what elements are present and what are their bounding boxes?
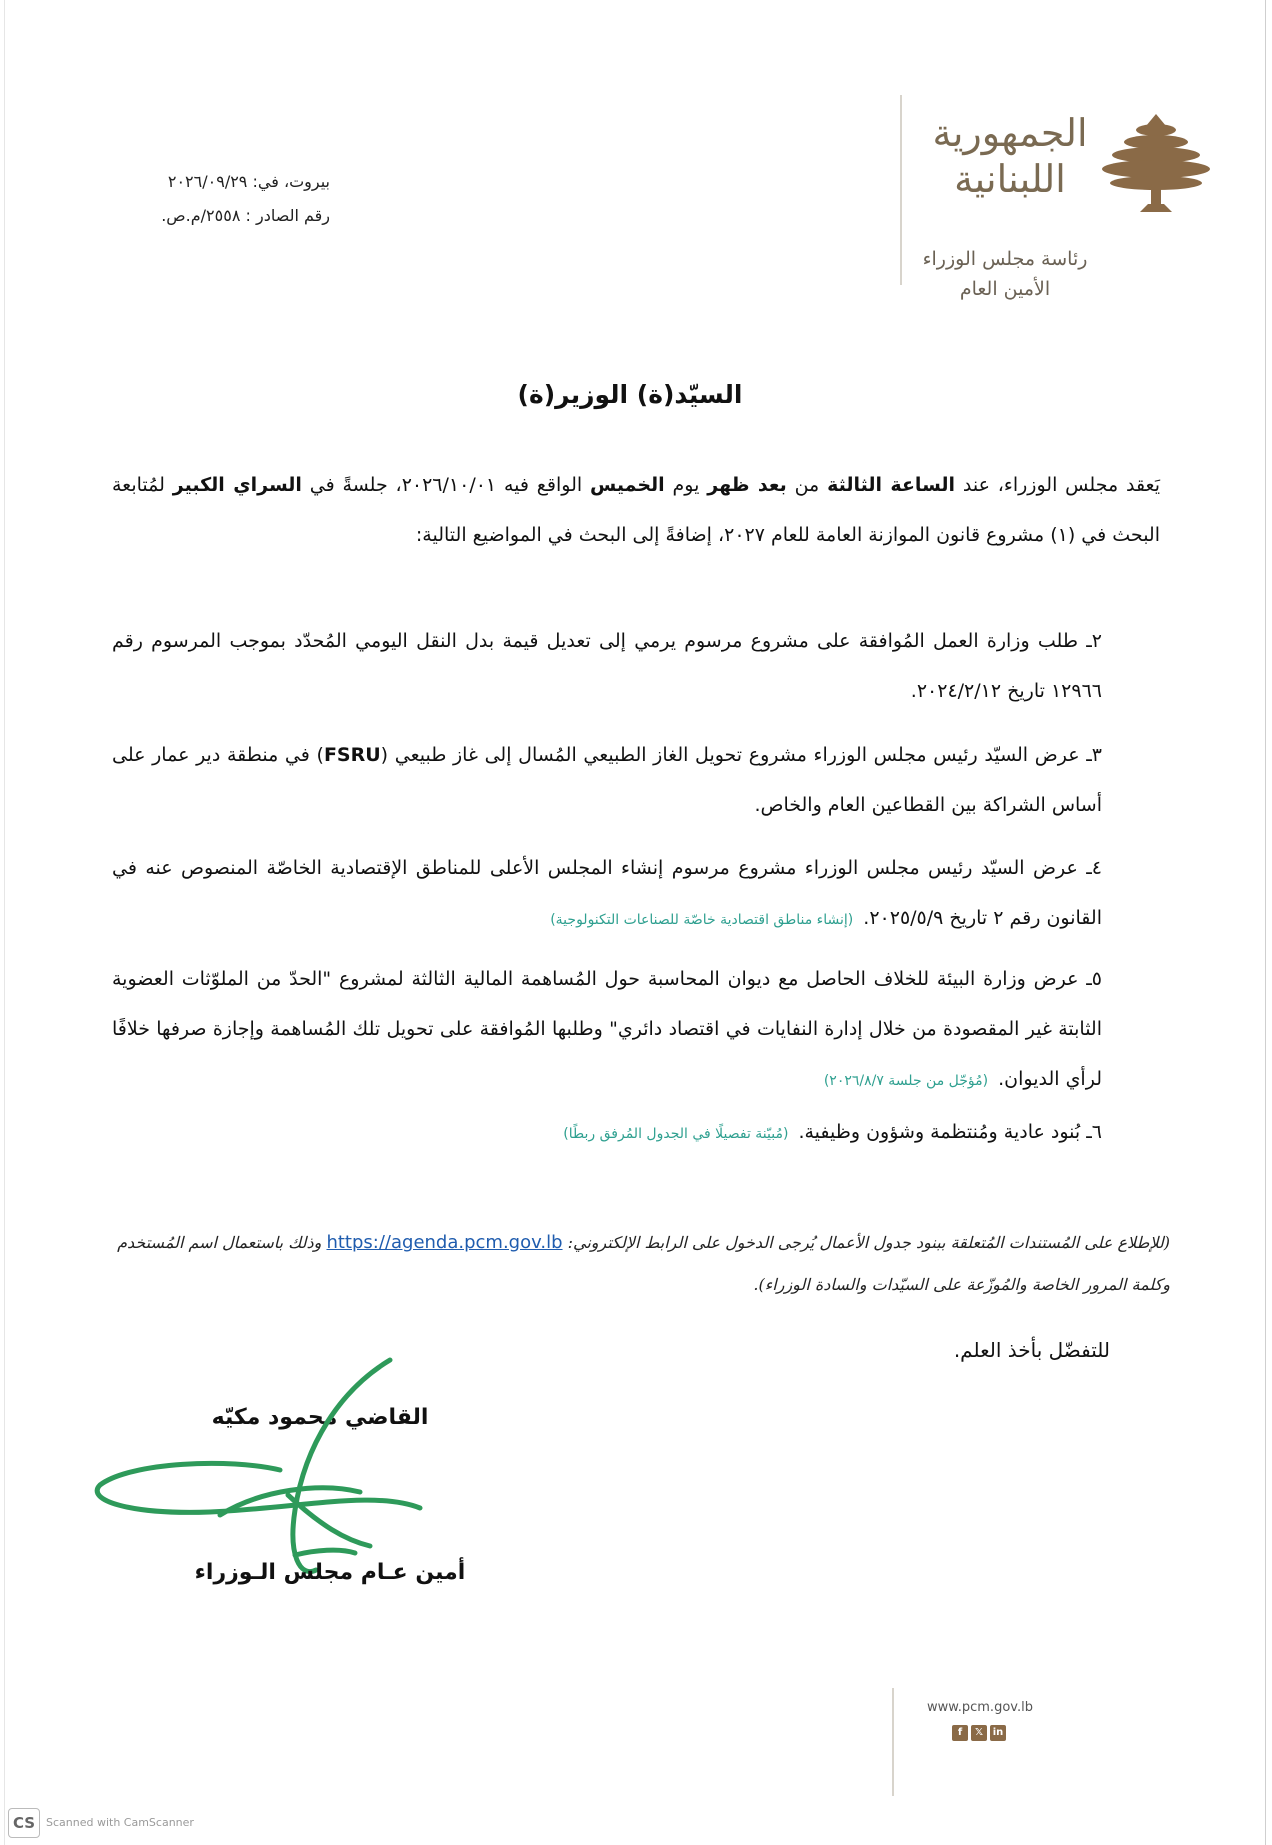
access-text-pre: (للإطلاع على المُستندات المُتعلقة ببنود جدول الأعمال يُرجى الدخول على الرابط الإلكتروني: bbox=[562, 1233, 1170, 1252]
agenda-item-2 bbox=[112, 616, 1102, 716]
agenda-item-3-text-c: ) في منطقة دير عمار على أساس الشراكة بين القطاعين العام والخاص. bbox=[112, 744, 1102, 816]
agenda-item-3-fsru: FSRU bbox=[323, 744, 381, 766]
intro-text-3: يوم bbox=[664, 474, 708, 496]
agenda-item-3 bbox=[112, 730, 1102, 830]
header-divider bbox=[900, 95, 902, 285]
intro-text-4: الواقع فيه ٢٠٢٦/١٠/٠١، جلسةً في bbox=[301, 474, 590, 496]
intro-bold-time: الساعة الثالثة bbox=[827, 474, 956, 496]
access-text-post: وذلك باستعمال اسم المُستخدم وكلمة المرور الخاصة والمُوزّعة على السيّدات والسادة الوزراء). bbox=[117, 1233, 1170, 1294]
intro-bold-day: الخميس bbox=[590, 474, 665, 496]
x-icon[interactable]: 𝕏 bbox=[971, 1725, 987, 1741]
cedar-emblem-icon bbox=[1100, 112, 1212, 216]
agenda-item-2-text: ٢ـ طلب وزارة العمل المُوافقة على مشروع مرسوم يرمي إلى تعديل قيمة بدل النقل اليومي المُحدّد بموجب المرسوم رقم ١٢٩٦٦ تاريخ ٢٠٢٤/٢/١٢. bbox=[112, 630, 1102, 702]
presidency-label bbox=[920, 244, 1090, 304]
letter-meta bbox=[120, 165, 330, 233]
agenda-portal-link[interactable]: https://agenda.pcm.gov.lb bbox=[326, 1232, 563, 1253]
office-name: الأمين العام bbox=[959, 278, 1051, 300]
social-icons bbox=[952, 1725, 1012, 1743]
page-edge-right bbox=[1265, 0, 1266, 1845]
agenda-item-4-text: ٤ـ عرض السيّد رئيس مجلس الوزراء مشروع مرسوم إنشاء المجلس الأعلى للمناطق الإقتصادية الخاصّة المنصوص عنه في القانون رقم ٢ تاريخ ٢٠٢٥/٥/٩. bbox=[112, 857, 1102, 929]
intro-bold-place: السراي الكبير bbox=[172, 474, 302, 496]
agenda-item-6 bbox=[112, 1107, 1102, 1159]
agenda-item-6-note: (مُبيّنة تفصيلًا في الجدول المُرفق ربطًا) bbox=[563, 1126, 789, 1142]
agenda-item-3-text-a: ٣ـ عرض السيّد رئيس مجلس الوزراء مشروع تحويل الغاز الطبيعي المُسال إلى غاز طبيعي ( bbox=[380, 744, 1102, 766]
agenda-item-4-note: (إنشاء مناطق اقتصادية خاصّة للصناعات التكنولوجية) bbox=[550, 912, 854, 928]
intro-text-1: يَعقد مجلس الوزراء، عند bbox=[955, 474, 1161, 496]
intro-paragraph bbox=[112, 460, 1160, 560]
salutation: السيّد(ة) الوزير(ة) bbox=[517, 380, 743, 409]
documents-access-note bbox=[105, 1222, 1170, 1306]
agenda-item-4 bbox=[112, 843, 1102, 945]
footer-divider bbox=[892, 1688, 894, 1796]
linkedin-icon[interactable]: in bbox=[990, 1725, 1006, 1741]
agenda-item-5-note: (مُؤجّل من جلسة ٢٠٢٦/٨/٧) bbox=[823, 1073, 989, 1089]
page-edge-left bbox=[4, 0, 5, 1845]
agenda-item-5-text: ٥ـ عرض وزارة البيئة للخلاف الحاصل مع ديوان المحاسبة حول المُساهمة المالية الثالثة لمشروع "الحدّ من الملوّثات العضوية الثابتة غير المقصودة من خلال إدارة النفايات في اقتصاد دائري" وطلبها المُوافقة على تحويل تلك المُساهمة وإجازة صرفها خلافًا لرأي الديوان. bbox=[112, 968, 1102, 1090]
intro-text-5: لمُتابعة البحث في (١) مشروع قانون الموازنة العامة للعام ٢٠٢٧، إضافةً إلى البحث في المواضيع التالية: bbox=[112, 474, 1160, 546]
signatory-title: أمين عـام مجلس الـوزراء bbox=[194, 1560, 466, 1585]
intro-bold-afternoon: بعد ظهر bbox=[707, 474, 787, 496]
facebook-icon[interactable]: f bbox=[952, 1725, 968, 1741]
agenda-item-6-text: ٦ـ بُنود عادية ومُنتظمة وشؤون وظيفية. bbox=[798, 1121, 1102, 1143]
republic-logotype: الجمهورية اللبنانية bbox=[932, 111, 1088, 201]
camscanner-text: Scanned with CamScanner bbox=[46, 1816, 194, 1829]
intro-text-2: من bbox=[786, 474, 828, 496]
closing-line: للتفضّل بأخذ العلم. bbox=[953, 1338, 1110, 1362]
presidency-name: رئاسة مجلس الوزراء bbox=[922, 248, 1088, 270]
scanner-watermark bbox=[8, 1808, 228, 1838]
camscanner-logo: CS bbox=[8, 1808, 40, 1838]
reference-number: رقم الصادر : ٢٥٥٨/م.ص. bbox=[161, 206, 330, 225]
handwritten-signature bbox=[90, 1350, 490, 1590]
agenda-item-5 bbox=[112, 954, 1102, 1106]
place-date: بيروت، في: ٢٠٢٦/٠٩/٢٩ bbox=[167, 172, 330, 191]
signatory-name: القاضي محمود مكيّه bbox=[211, 1405, 429, 1430]
footer-website[interactable]: www.pcm.gov.lb bbox=[927, 1700, 1033, 1715]
